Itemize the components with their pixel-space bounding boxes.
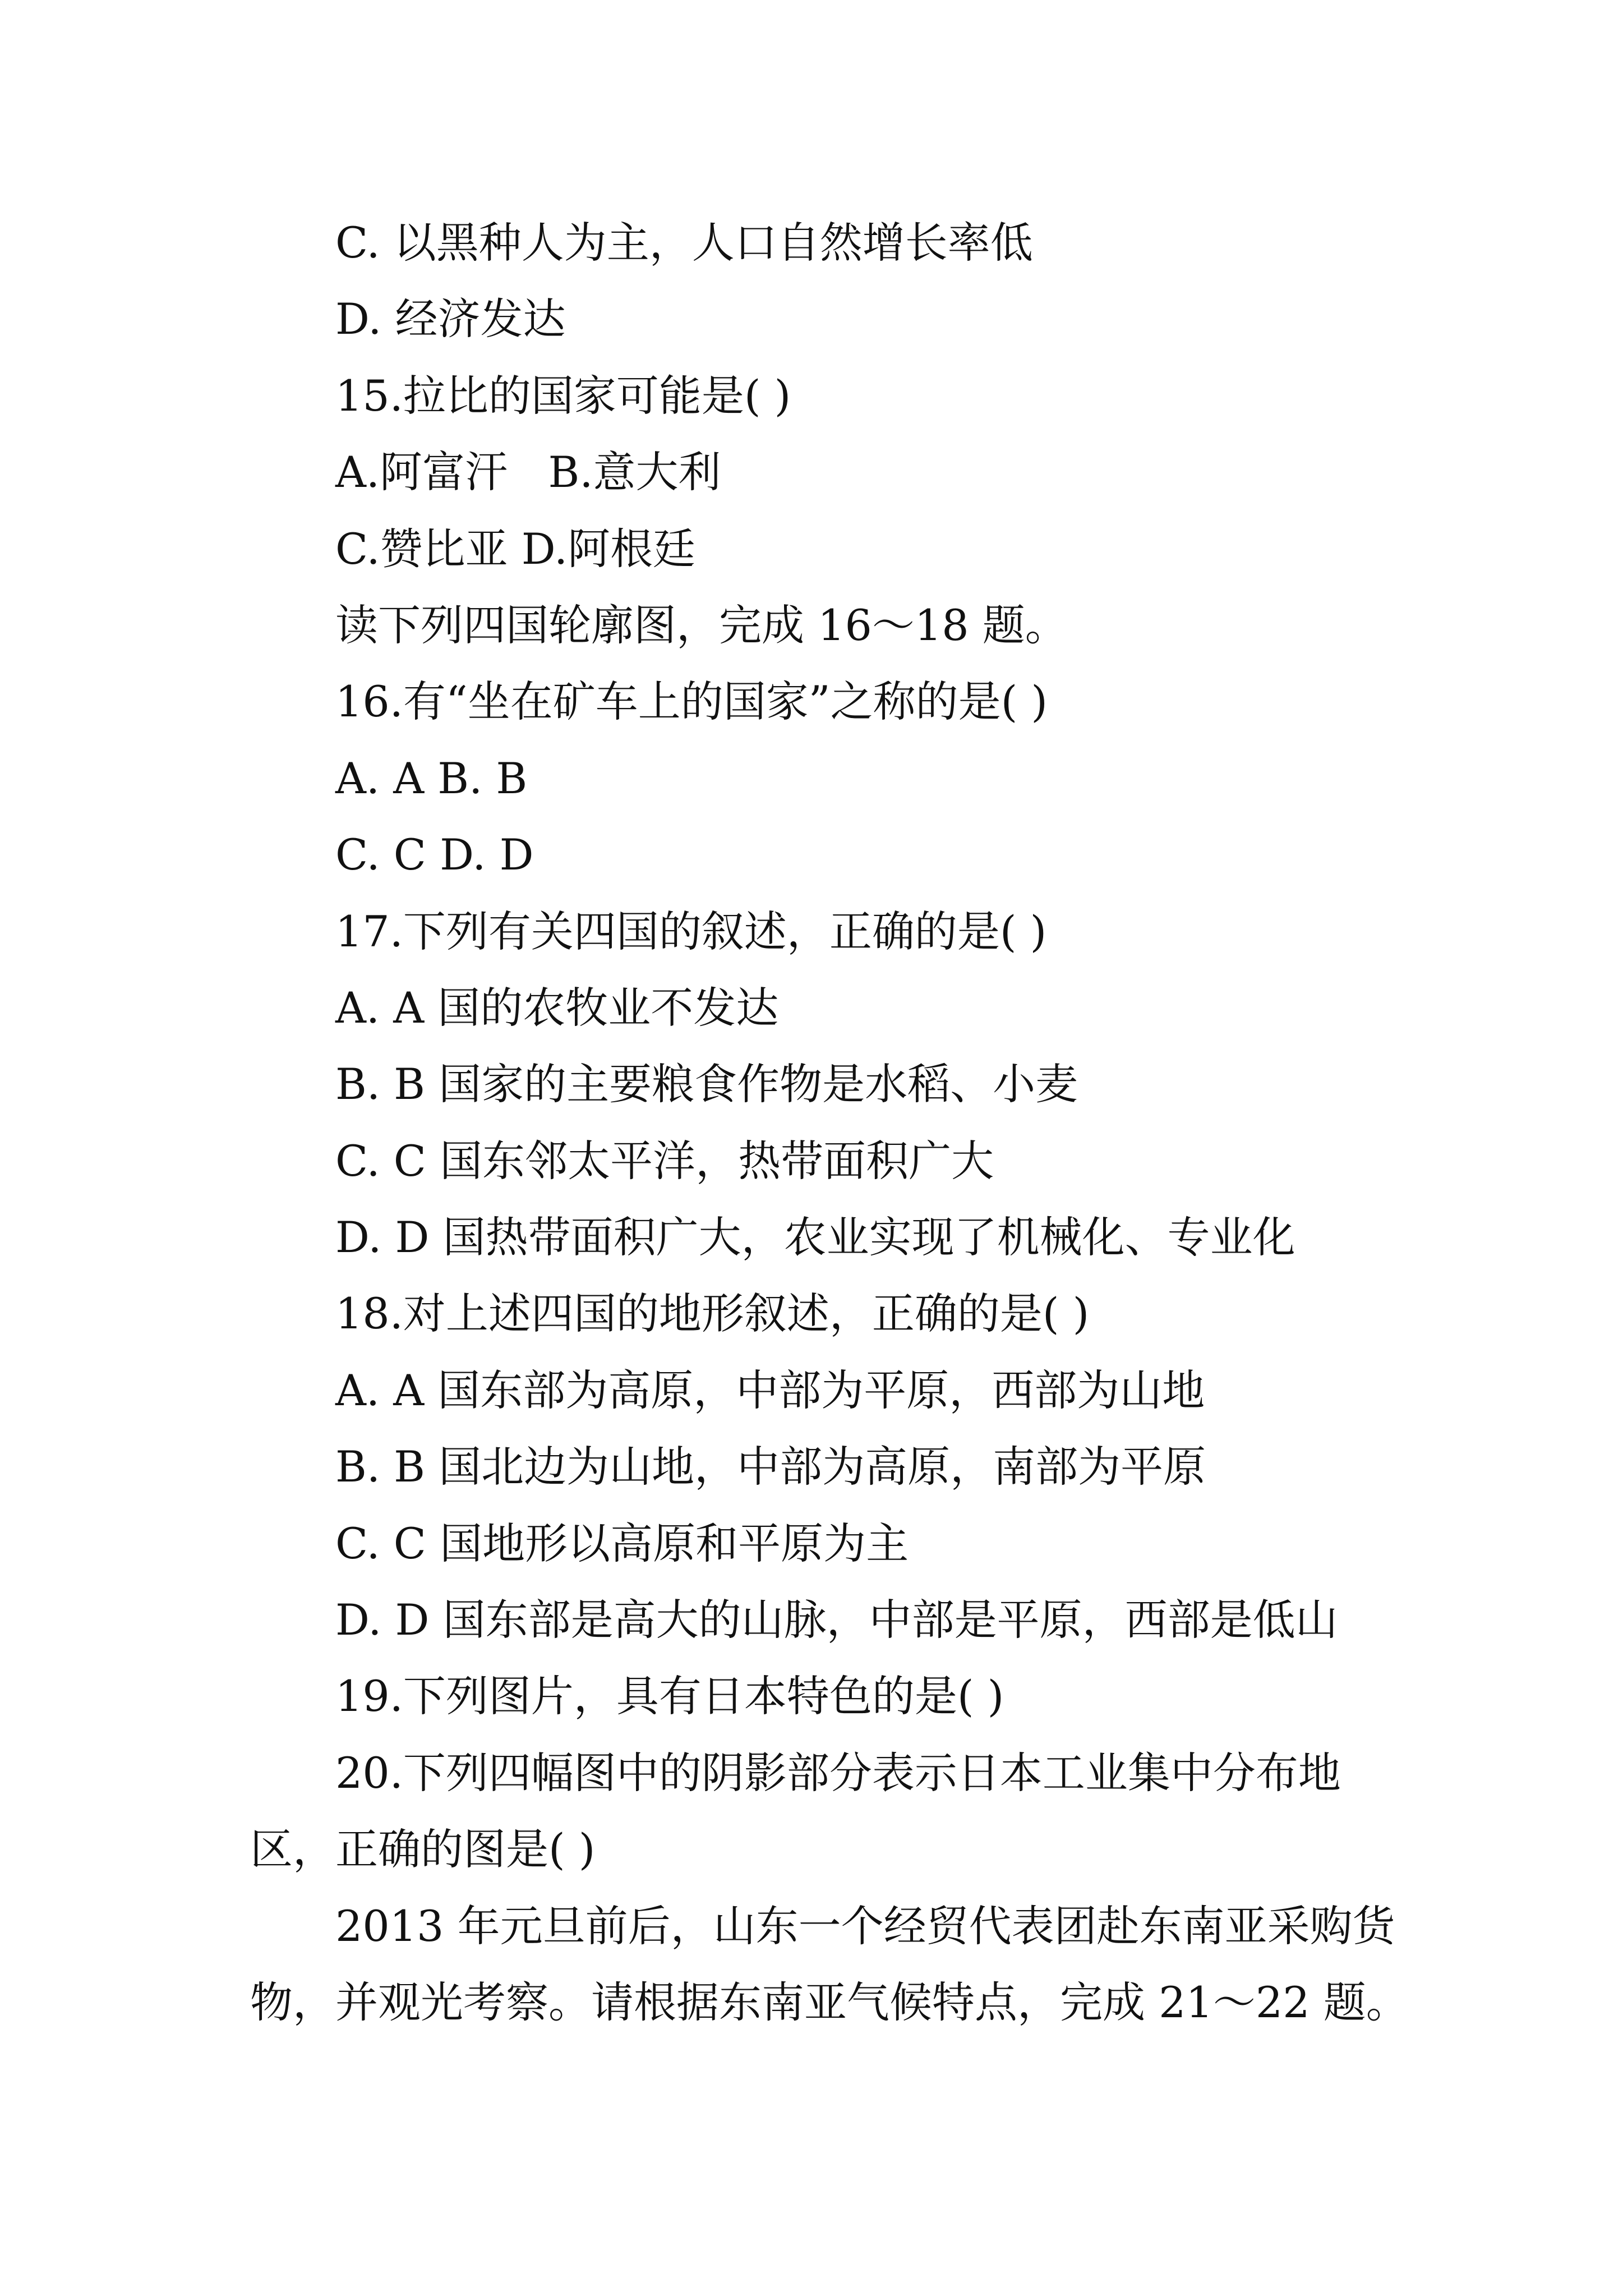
q17-stem: 17.下列有关四国的叙述，正确的是( ) (335, 906, 1047, 956)
q17-option-a: A. A 国的农牧业不发达 (335, 982, 779, 1033)
q17-option-b: B. B 国家的主要粮食作物是水稻、小麦 (335, 1059, 1078, 1110)
q20-stem-line-1: 20.下列四幅图中的阴影部分表示日本工业集中分布地 (335, 1747, 1341, 1798)
q18-option-d: D. D 国东部是高大的山脉，中部是平原，西部是低山 (335, 1595, 1338, 1645)
q19-stem: 19.下列图片，具有日本特色的是( ) (335, 1671, 1004, 1722)
q17-option-c: C. C 国东邻太平洋，热带面积广大 (335, 1135, 994, 1186)
q21-22-intro-line-1: 2013 年元旦前后，山东一个经贸代表团赴东南亚采购货 (335, 1901, 1395, 1951)
q16-18-instruction: 读下列四国轮廓图，完成 16～18 题。 (335, 600, 1068, 650)
q16-stem: 16.有“坐在矿车上的国家”之称的是( ) (335, 677, 1048, 727)
document-page (0, 205, 1623, 2041)
q15-options-ab: A.阿富汗 B.意大利 (335, 447, 721, 498)
q18-option-a: A. A 国东部为高原，中部为平原，西部为山地 (335, 1365, 1205, 1415)
q14-option-c: C. 以黑种人为主，人口自然增长率低 (335, 218, 1033, 268)
q18-option-b: B. B 国北边为山地，中部为高原，南部为平原 (335, 1442, 1206, 1492)
q16-options-ab: A. A B. B (335, 753, 528, 803)
q21-22-intro-line-2: 物，并观光考察。请根据东南亚气候特点，完成 21～22 题。 (250, 1977, 1409, 2027)
q18-option-c: C. C 国地形以高原和平原为主 (335, 1518, 909, 1568)
q18-stem: 18.对上述四国的地形叙述，正确的是( ) (335, 1289, 1090, 1339)
q20-stem-line-2: 区，正确的图是( ) (250, 1824, 596, 1875)
q16-options-cd: C. C D. D (335, 830, 534, 880)
q14-option-d: D. 经济发达 (335, 294, 566, 344)
q15-options-cd: C.赞比亚 D.阿根廷 (335, 523, 696, 574)
q17-option-d: D. D 国热带面积广大，农业实现了机械化、专业化 (335, 1212, 1295, 1263)
q15-stem: 15.拉比的国家可能是( ) (335, 370, 791, 421)
